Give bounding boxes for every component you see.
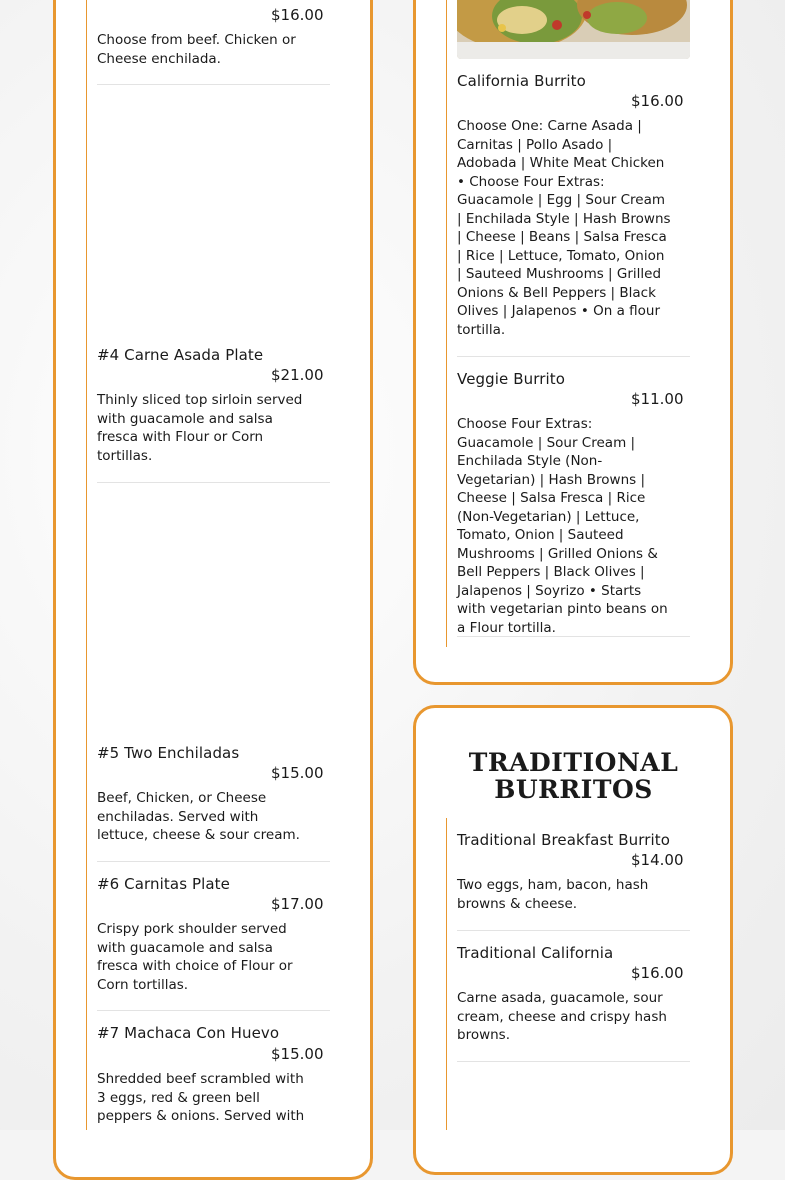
right-bottom-accent-line — [446, 818, 447, 1130]
item-name: Veggie Burrito — [457, 370, 566, 388]
item-price: $17.00 — [271, 895, 324, 913]
item-price: $21.00 — [271, 366, 324, 384]
item-name: #5 Two Enchiladas — [97, 744, 240, 762]
divider — [97, 1010, 330, 1011]
item-description: Beef, Chicken, or Cheese enchiladas. Served with lettuce, cheese & sour cream. — [97, 790, 300, 843]
burrito-photo — [457, 0, 690, 59]
right-top-accent-line — [446, 0, 447, 647]
item-price: $15.00 — [271, 1045, 324, 1063]
item-description: Two eggs, ham, bacon, hash browns & cheese. — [457, 877, 649, 912]
divider — [97, 482, 330, 483]
item-name: #7 Machaca Con Huevo — [97, 1024, 280, 1042]
item-name — [97, 0, 318, 1]
divider — [97, 84, 330, 85]
section-title: TRADITIONAL BURRITOS — [468, 748, 679, 804]
left-accent-line — [86, 0, 87, 1130]
item-description: Thinly sliced top sirloin served with guacamole and salsa fresca with Flour or Corn tortillas. — [97, 392, 303, 464]
item-price: $16.00 — [271, 6, 324, 24]
item-description: Carne asada, guacamole, sour cream, cheese and crispy hash browns. — [457, 990, 667, 1043]
item-name: Traditional Breakfast Burrito — [457, 831, 671, 849]
item-description: Choose Four Extras: Guacamole | Sour Cream | Enchilada Style (Non-Vegetarian) | Hash Browns | Cheese | Salsa Fresca | Rice (Non-Vegetarian) | Lettuce, Tomato, Onion | Sauteed Mushrooms | Grilled Onions & Bell Peppers | Black Olives | Jalapenos | Soyrizo • Starts with vegetarian pinto beans on a Flour tortilla. — [457, 416, 668, 636]
item-name: California Burrito — [457, 72, 586, 90]
divider — [457, 1061, 690, 1062]
item-description: Shredded beef scrambled with 3 eggs, red & green bell peppers & onions. Served with — [97, 1071, 305, 1124]
item-name: Traditional California — [457, 944, 614, 962]
item-description: Crispy pork shoulder served with guacamole and salsa fresca with choice of Flour or Corn tortillas. — [97, 921, 293, 993]
divider — [457, 930, 690, 931]
divider — [457, 636, 690, 637]
item-description: Choose One: Carne Asada | Carnitas | Pollo Asado | Adobada | White Meat Chicken • Choose Four Extras: Guacamole | Egg | Sour Cream | Enchilada Style | Hash Browns | Cheese | Beans | Salsa Fresca | Rice | Lettuce, Tomato, Onion | Sauteed Mushrooms | Grilled Onions & Bell Peppers | Black Olives | Jalapenos • On a flour tortilla. — [457, 118, 671, 338]
item-price: $16.00 — [631, 92, 684, 110]
combination-plates-card — [53, 0, 373, 1180]
item-name: #4 Carne Asada Plate — [97, 346, 264, 364]
item-price: $16.00 — [631, 964, 684, 982]
item-price: $15.00 — [271, 764, 324, 782]
item-price: $11.00 — [631, 390, 684, 408]
item-description: Choose from beef. Chicken or Cheese enchilada. — [97, 32, 296, 67]
item-name: #6 Carnitas Plate — [97, 875, 230, 893]
divider — [457, 356, 690, 357]
item-price: $14.00 — [631, 851, 684, 869]
divider — [97, 861, 330, 862]
